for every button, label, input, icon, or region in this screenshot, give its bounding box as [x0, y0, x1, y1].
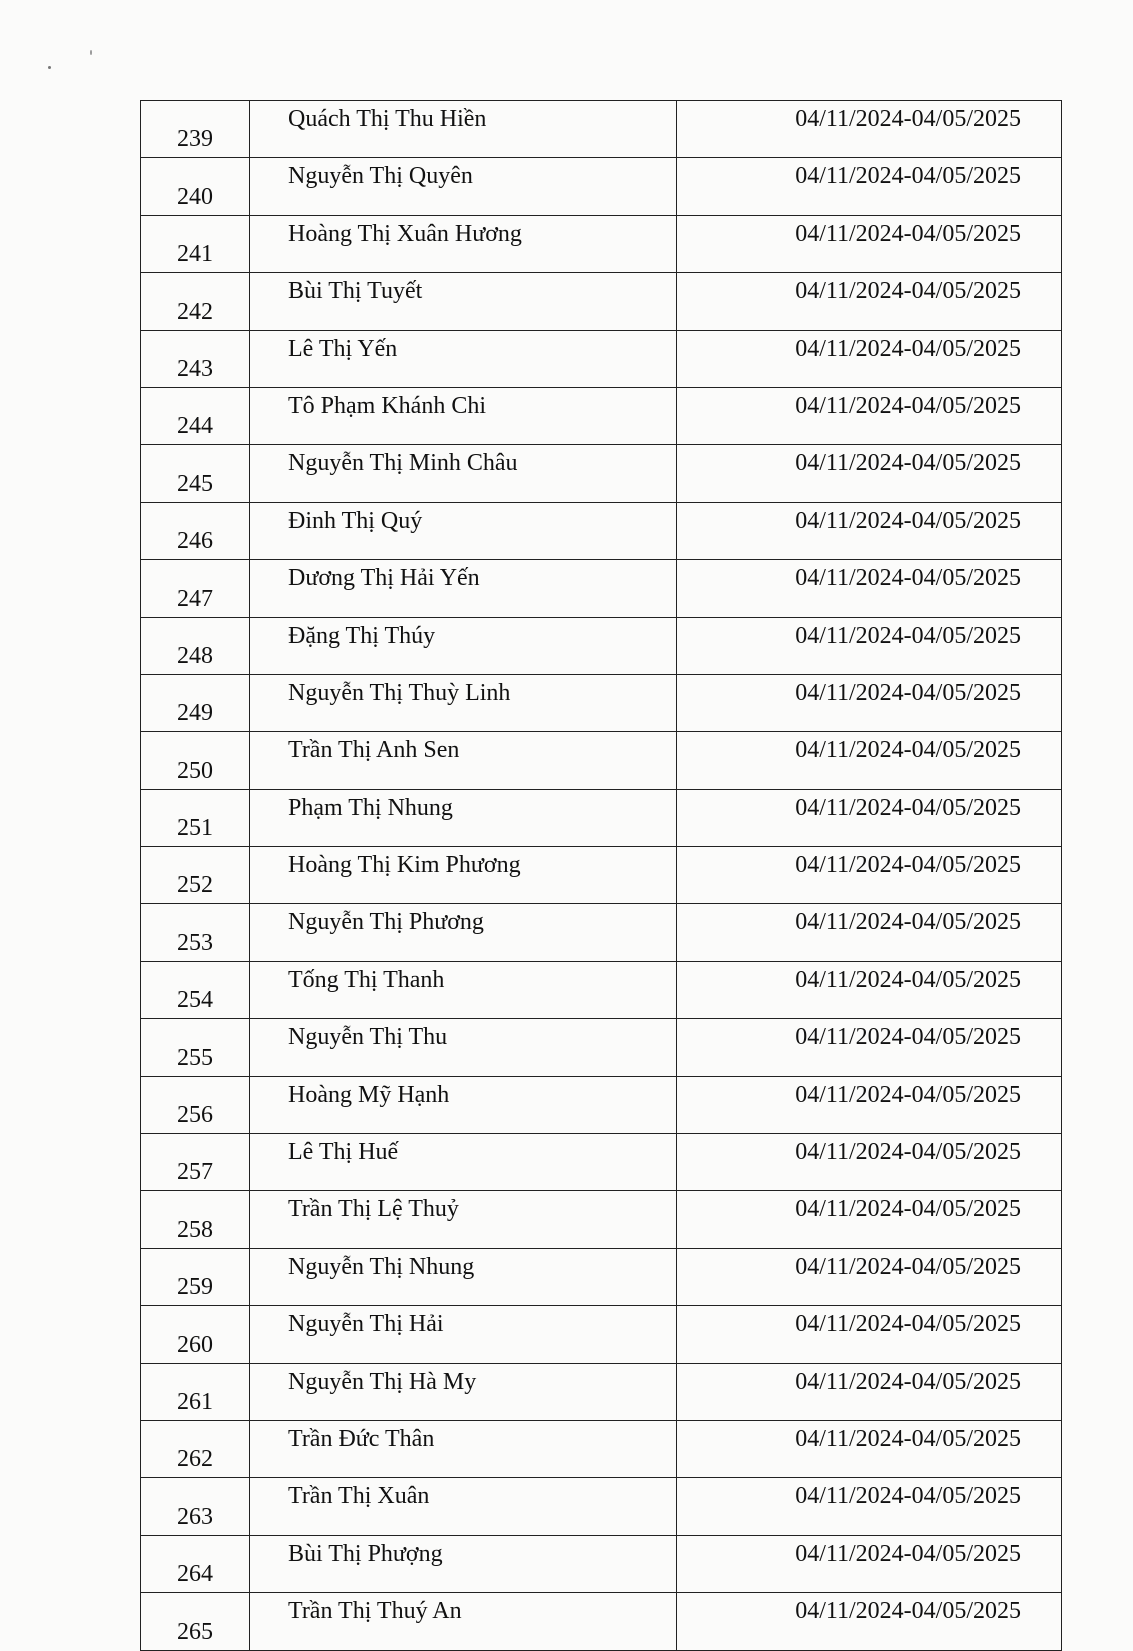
date-range-cell: 04/11/2024-04/05/2025 — [677, 732, 1062, 789]
row-number-cell: 258 — [141, 1191, 250, 1248]
full-name-cell: Tống Thị Thanh — [250, 961, 677, 1018]
table-row — [141, 1306, 1062, 1363]
full-name-cell: Quách Thị Thu Hiền — [250, 101, 677, 158]
table-row — [141, 1363, 1062, 1420]
table-row — [141, 1076, 1062, 1133]
date-range-cell: 04/11/2024-04/05/2025 — [677, 215, 1062, 272]
row-number-cell: 247 — [141, 560, 250, 617]
full-name-cell: Dương Thị Hải Yến — [250, 560, 677, 617]
table-row — [141, 215, 1062, 272]
date-range-cell: 04/11/2024-04/05/2025 — [677, 502, 1062, 559]
table-row — [141, 904, 1062, 961]
row-number-cell: 260 — [141, 1306, 250, 1363]
row-number-cell: 241 — [141, 215, 250, 272]
row-number-cell: 244 — [141, 387, 250, 444]
full-name-cell: Tô Phạm Khánh Chi — [250, 387, 677, 444]
full-name-cell: Đinh Thị Quý — [250, 502, 677, 559]
full-name-cell: Nguyễn Thị Thu — [250, 1019, 677, 1076]
row-number-cell: 256 — [141, 1076, 250, 1133]
roster-table — [140, 100, 1062, 1651]
date-range-cell: 04/11/2024-04/05/2025 — [677, 387, 1062, 444]
date-range-cell: 04/11/2024-04/05/2025 — [677, 1535, 1062, 1592]
row-number-cell: 259 — [141, 1248, 250, 1305]
date-range-cell: 04/11/2024-04/05/2025 — [677, 617, 1062, 674]
date-range-cell: 04/11/2024-04/05/2025 — [677, 1191, 1062, 1248]
table-row — [141, 502, 1062, 559]
row-number-cell: 255 — [141, 1019, 250, 1076]
date-range-cell: 04/11/2024-04/05/2025 — [677, 1420, 1062, 1477]
date-range-cell: 04/11/2024-04/05/2025 — [677, 101, 1062, 158]
row-number-cell: 264 — [141, 1535, 250, 1592]
full-name-cell: Phạm Thị Nhung — [250, 789, 677, 846]
full-name-cell: Nguyễn Thị Quyên — [250, 158, 677, 215]
date-range-cell: 04/11/2024-04/05/2025 — [677, 1134, 1062, 1191]
table-row — [141, 617, 1062, 674]
row-number-cell: 242 — [141, 273, 250, 330]
date-range-cell: 04/11/2024-04/05/2025 — [677, 1019, 1062, 1076]
full-name-cell: Nguyễn Thị Thuỳ Linh — [250, 674, 677, 731]
row-number-cell: 249 — [141, 674, 250, 731]
full-name-cell: Trần Thị Thuý An — [250, 1593, 677, 1650]
date-range-cell: 04/11/2024-04/05/2025 — [677, 330, 1062, 387]
row-number-cell: 253 — [141, 904, 250, 961]
full-name-cell: Đặng Thị Thúy — [250, 617, 677, 674]
table-row — [141, 961, 1062, 1018]
date-range-cell: 04/11/2024-04/05/2025 — [677, 1076, 1062, 1133]
full-name-cell: Trần Thị Xuân — [250, 1478, 677, 1535]
scan-speck — [90, 50, 92, 55]
full-name-cell: Lê Thị Huế — [250, 1134, 677, 1191]
date-range-cell: 04/11/2024-04/05/2025 — [677, 158, 1062, 215]
row-number-cell: 250 — [141, 732, 250, 789]
row-number-cell: 248 — [141, 617, 250, 674]
document-page — [140, 100, 1021, 1651]
row-number-cell: 257 — [141, 1134, 250, 1191]
full-name-cell: Trần Thị Lệ Thuỷ — [250, 1191, 677, 1248]
full-name-cell: Nguyễn Thị Hải — [250, 1306, 677, 1363]
table-row — [141, 732, 1062, 789]
row-number-cell: 263 — [141, 1478, 250, 1535]
table-row — [141, 330, 1062, 387]
row-number-cell: 239 — [141, 101, 250, 158]
row-number-cell: 262 — [141, 1420, 250, 1477]
row-number-cell: 265 — [141, 1593, 250, 1650]
date-range-cell: 04/11/2024-04/05/2025 — [677, 1593, 1062, 1650]
row-number-cell: 245 — [141, 445, 250, 502]
table-row — [141, 1019, 1062, 1076]
date-range-cell: 04/11/2024-04/05/2025 — [677, 847, 1062, 904]
date-range-cell: 04/11/2024-04/05/2025 — [677, 445, 1062, 502]
row-number-cell: 246 — [141, 502, 250, 559]
table-row — [141, 674, 1062, 731]
row-number-cell: 261 — [141, 1363, 250, 1420]
table-row — [141, 101, 1062, 158]
row-number-cell: 251 — [141, 789, 250, 846]
date-range-cell: 04/11/2024-04/05/2025 — [677, 273, 1062, 330]
table-row — [141, 387, 1062, 444]
date-range-cell: 04/11/2024-04/05/2025 — [677, 1248, 1062, 1305]
table-row — [141, 1420, 1062, 1477]
table-row — [141, 789, 1062, 846]
full-name-cell: Bùi Thị Phượng — [250, 1535, 677, 1592]
row-number-cell: 252 — [141, 847, 250, 904]
full-name-cell: Bùi Thị Tuyết — [250, 273, 677, 330]
table-row — [141, 1191, 1062, 1248]
full-name-cell: Hoàng Thị Kim Phương — [250, 847, 677, 904]
table-row — [141, 445, 1062, 502]
date-range-cell: 04/11/2024-04/05/2025 — [677, 674, 1062, 731]
date-range-cell: 04/11/2024-04/05/2025 — [677, 1478, 1062, 1535]
full-name-cell: Hoàng Mỹ Hạnh — [250, 1076, 677, 1133]
row-number-cell: 240 — [141, 158, 250, 215]
table-row — [141, 1248, 1062, 1305]
scan-speck — [48, 66, 51, 69]
full-name-cell: Trần Đức Thân — [250, 1420, 677, 1477]
table-row — [141, 158, 1062, 215]
row-number-cell: 254 — [141, 961, 250, 1018]
full-name-cell: Nguyễn Thị Minh Châu — [250, 445, 677, 502]
table-row — [141, 1134, 1062, 1191]
date-range-cell: 04/11/2024-04/05/2025 — [677, 961, 1062, 1018]
date-range-cell: 04/11/2024-04/05/2025 — [677, 1306, 1062, 1363]
table-row — [141, 1535, 1062, 1592]
date-range-cell: 04/11/2024-04/05/2025 — [677, 789, 1062, 846]
table-row — [141, 560, 1062, 617]
full-name-cell: Nguyễn Thị Hà My — [250, 1363, 677, 1420]
table-row — [141, 847, 1062, 904]
table-row — [141, 1593, 1062, 1650]
full-name-cell: Nguyễn Thị Nhung — [250, 1248, 677, 1305]
roster-table-body — [141, 101, 1062, 1651]
table-row — [141, 1478, 1062, 1535]
table-row — [141, 273, 1062, 330]
date-range-cell: 04/11/2024-04/05/2025 — [677, 904, 1062, 961]
full-name-cell: Lê Thị Yến — [250, 330, 677, 387]
full-name-cell: Nguyễn Thị Phương — [250, 904, 677, 961]
row-number-cell: 243 — [141, 330, 250, 387]
full-name-cell: Trần Thị Anh Sen — [250, 732, 677, 789]
date-range-cell: 04/11/2024-04/05/2025 — [677, 560, 1062, 617]
full-name-cell: Hoàng Thị Xuân Hương — [250, 215, 677, 272]
date-range-cell: 04/11/2024-04/05/2025 — [677, 1363, 1062, 1420]
